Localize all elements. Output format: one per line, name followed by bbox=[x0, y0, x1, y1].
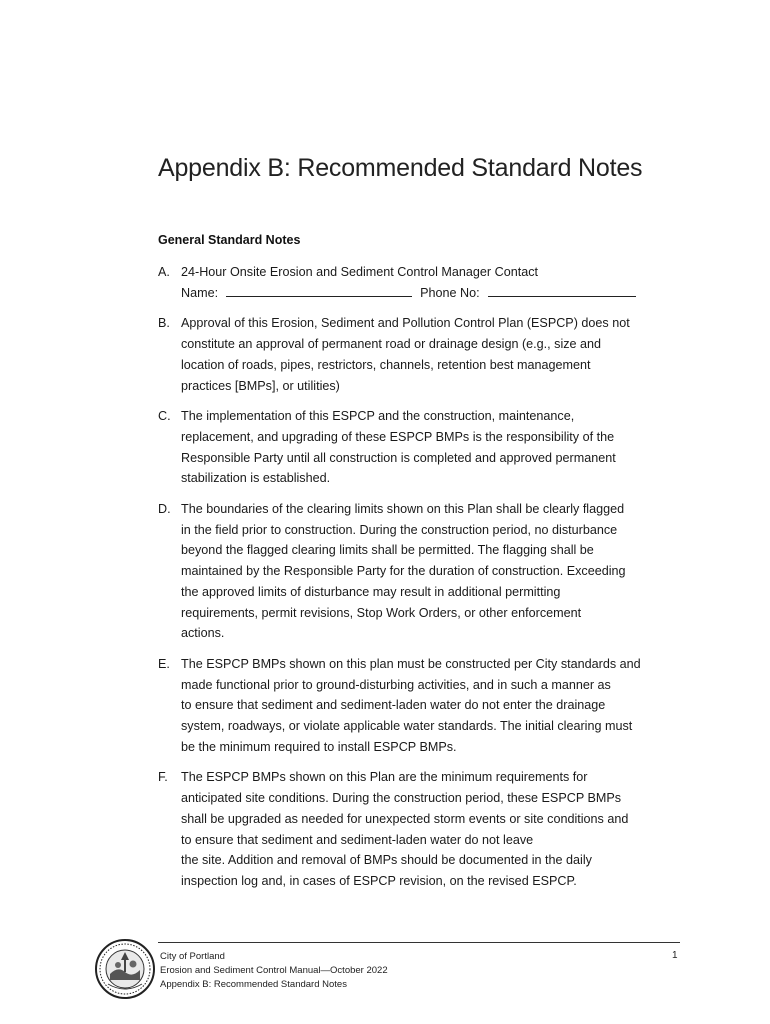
page-number: 1 bbox=[672, 950, 678, 961]
note-text: The ESPCP BMPs shown on this Plan are the minimum requirements for anticipated site conditions. During the construction period, these ESPCP BMPs shall be upgraded as needed for unexpected storm events or site conditions and to ensure that sediment and sediment-laden water do not leave the site. Addition and removal of BMPs should be documented in the daily inspection log and, in cases of ESPCP revision, on the revised ESPCP. bbox=[181, 770, 629, 888]
footer-manual: Erosion and Sediment Control Manual—October 2022 bbox=[160, 965, 388, 976]
footer-divider bbox=[158, 942, 680, 943]
section-heading: General Standard Notes bbox=[158, 233, 301, 247]
note-text: The implementation of this ESPCP and the construction, maintenance, replacement, and upgrading of these ESPCP BMPs is the responsibility of the Responsible Party until all construction is completed and approved permanent stabilization is established. bbox=[181, 409, 616, 486]
note-f bbox=[158, 767, 688, 891]
note-letter: C. bbox=[158, 409, 171, 424]
name-label: Name: bbox=[181, 285, 219, 300]
note-e bbox=[158, 654, 688, 758]
note-letter: A. bbox=[158, 265, 170, 279]
note-letter: E. bbox=[158, 656, 170, 671]
page-title: Appendix B: Recommended Standard Notes bbox=[158, 154, 643, 182]
footer bbox=[160, 950, 388, 992]
note-a bbox=[158, 262, 688, 303]
note-letter: F. bbox=[158, 770, 168, 785]
note-letter: D. bbox=[158, 502, 171, 517]
phone-blank-line[interactable] bbox=[488, 283, 636, 297]
city-seal-icon bbox=[94, 938, 156, 1000]
contact-heading: 24-Hour Onsite Erosion and Sediment Control Manager Contact bbox=[181, 265, 539, 279]
note-d bbox=[158, 499, 688, 644]
note-text: Approval of this Erosion, Sediment and Pollution Control Plan (ESPCP) does not constitute an approval of permanent road or drainage design (e.g., size and location of roads, pipes, restrictors, channels, retention best management practices [BMPs], or utilities) bbox=[181, 316, 630, 393]
name-blank-line[interactable] bbox=[226, 283, 412, 297]
footer-appendix: Appendix B: Recommended Standard Notes bbox=[160, 979, 347, 990]
note-text: The ESPCP BMPs shown on this plan must be constructed per City standards and made functional prior to ground-disturbing activities, and in such a manner as to ensure that sediment and sediment-laden water do not enter the drainage system, roadways, or violate applicable water standards. The initial clearing must be the minimum required to install ESPCP BMPs. bbox=[181, 656, 641, 754]
note-c bbox=[158, 406, 688, 489]
note-text: The boundaries of the clearing limits shown on this Plan shall be clearly flagged in the field prior to construction. During the construction period, no disturbance beyond the flagged clearing limits shall be permitted. The flagging shall be maintained by the Responsible Party for the duration of construction. Exceeding the approved limits of disturbance may result in additional permitting requirements, permit revisions, Stop Work Orders, or other enforcement actions. bbox=[181, 502, 626, 641]
note-b bbox=[158, 313, 688, 396]
standard-notes-list bbox=[158, 262, 688, 902]
note-letter: B. bbox=[158, 316, 170, 331]
contact-fields bbox=[181, 283, 688, 304]
footer-city: City of Portland bbox=[160, 951, 225, 962]
phone-label: Phone No: bbox=[420, 285, 480, 300]
